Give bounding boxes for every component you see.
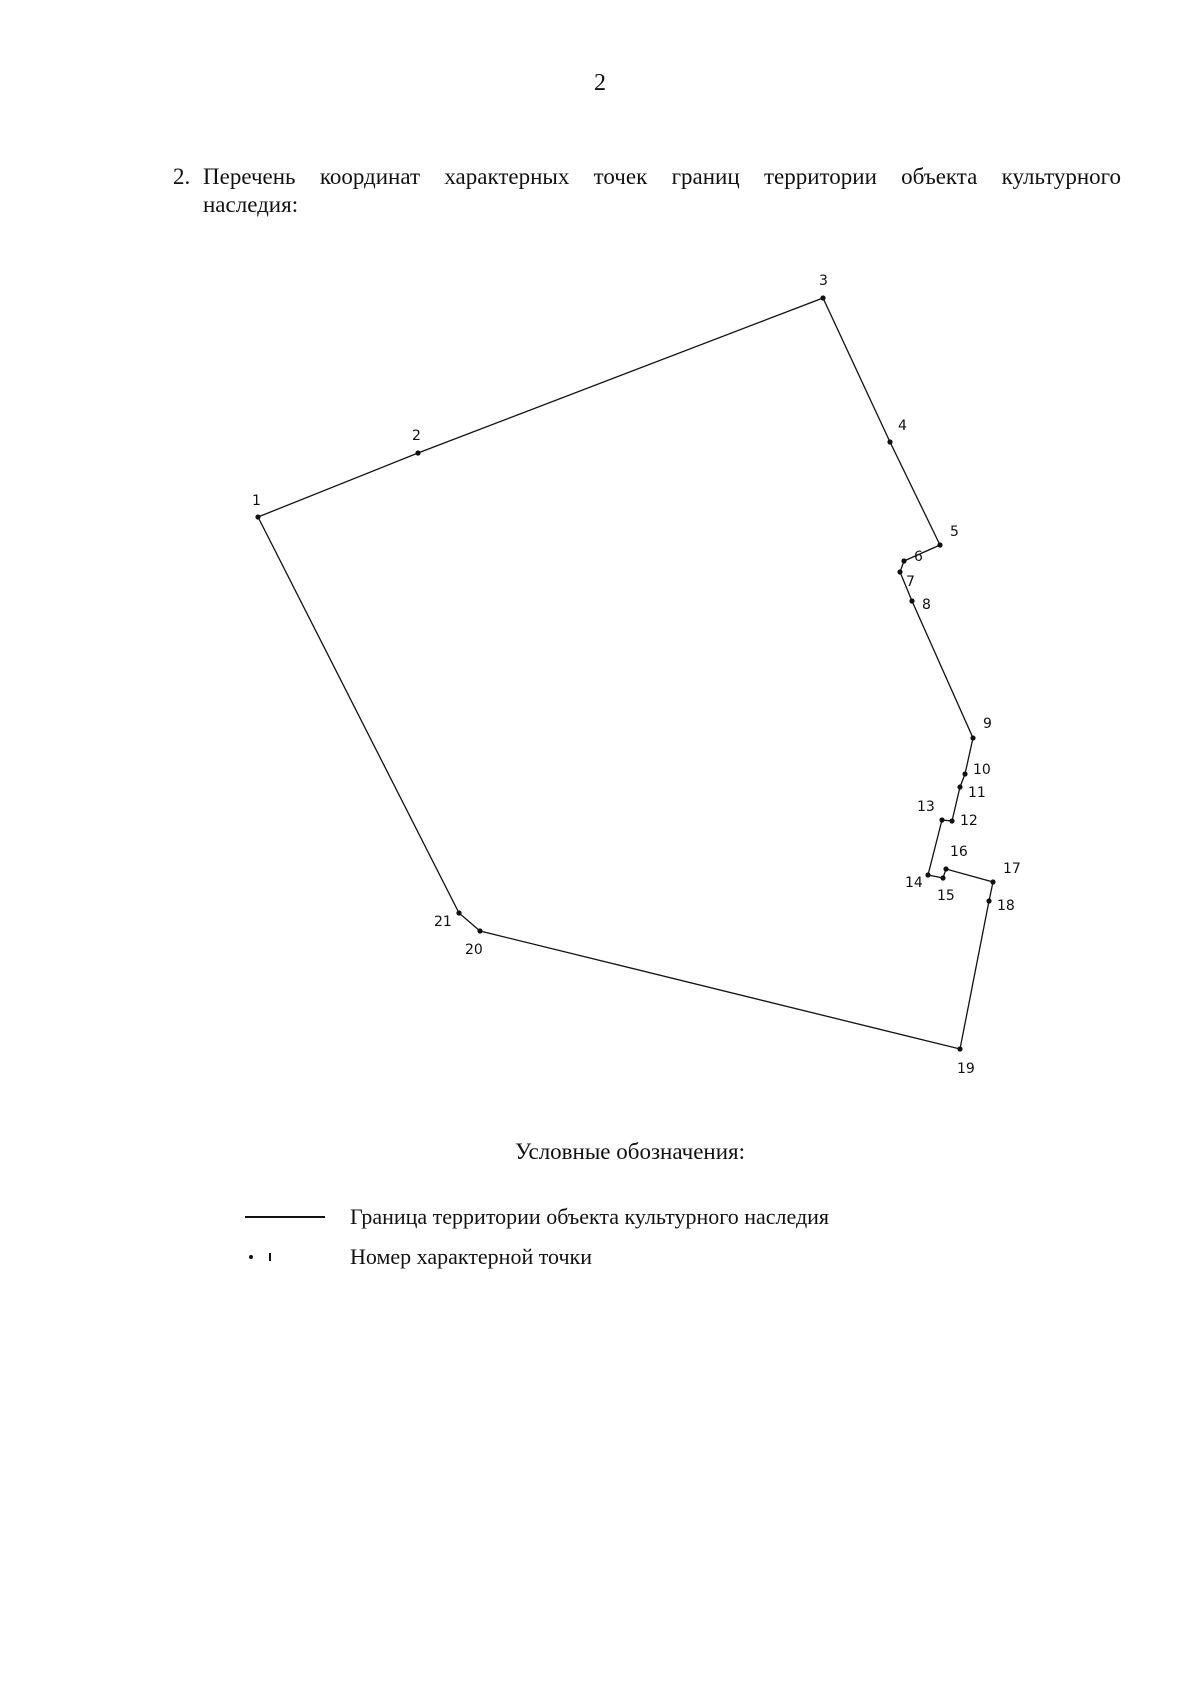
point-marker-3 xyxy=(820,295,825,300)
legend-label-boundary: Граница территории объекта культурного наследия xyxy=(350,1204,830,1229)
point-label-1: 1 xyxy=(252,493,261,509)
point-label-17: 17 xyxy=(1003,861,1021,877)
legend-label-point: Номер характерной точки xyxy=(350,1244,592,1269)
page-number: 2 xyxy=(594,70,606,96)
point-marker-1 xyxy=(255,514,260,519)
legend-title: Условные обозначения: xyxy=(514,1139,746,1164)
point-label-13: 13 xyxy=(917,799,935,815)
point-marker-4 xyxy=(887,439,892,444)
heading-text-1: Перечень координат характерных точек границ территории объекта культурного xyxy=(203,164,1121,189)
point-marker-8 xyxy=(909,598,914,603)
point-marker-9 xyxy=(970,735,975,740)
point-label-20: 20 xyxy=(465,942,483,958)
legend-line-symbol xyxy=(245,1203,325,1231)
point-label-4: 4 xyxy=(898,418,907,434)
point-label-19: 19 xyxy=(957,1061,975,1077)
point-label-9: 9 xyxy=(983,716,992,732)
point-label-8: 8 xyxy=(922,597,931,613)
point-labels xyxy=(252,273,1021,1077)
heading-number: 2. xyxy=(173,164,191,189)
point-marker-10 xyxy=(962,771,967,776)
point-label-12: 12 xyxy=(960,813,978,829)
point-label-2: 2 xyxy=(412,428,421,444)
point-label-11: 11 xyxy=(968,785,986,801)
point-marker-16 xyxy=(943,866,948,871)
point-marker-17 xyxy=(990,879,995,884)
point-label-15: 15 xyxy=(937,888,955,904)
point-marker-15 xyxy=(940,875,945,880)
point-markers xyxy=(255,295,995,1051)
boundary-polygon xyxy=(258,298,993,1049)
point-marker-20 xyxy=(477,928,482,933)
point-marker-14 xyxy=(925,872,930,877)
point-marker-5 xyxy=(937,542,942,547)
point-label-5: 5 xyxy=(950,524,959,540)
heading-text-2: наследия: xyxy=(203,192,299,217)
point-marker-21 xyxy=(456,910,461,915)
point-label-10: 10 xyxy=(973,762,991,778)
point-label-21: 21 xyxy=(434,914,452,930)
point-marker-13 xyxy=(939,817,944,822)
point-marker-7 xyxy=(897,569,902,574)
point-label-6: 6 xyxy=(914,549,923,565)
point-label-18: 18 xyxy=(997,898,1015,914)
point-marker-19 xyxy=(957,1046,962,1051)
point-marker-6 xyxy=(901,558,906,563)
point-label-3: 3 xyxy=(819,273,828,289)
point-label-7: 7 xyxy=(906,574,915,590)
point-label-16: 16 xyxy=(950,844,968,860)
point-marker-12 xyxy=(949,818,954,823)
point-label-14: 14 xyxy=(905,875,923,891)
legend-point-symbol xyxy=(245,1243,325,1271)
point-marker-2 xyxy=(415,450,420,455)
point-marker-18 xyxy=(986,898,991,903)
point-marker-11 xyxy=(957,784,962,789)
